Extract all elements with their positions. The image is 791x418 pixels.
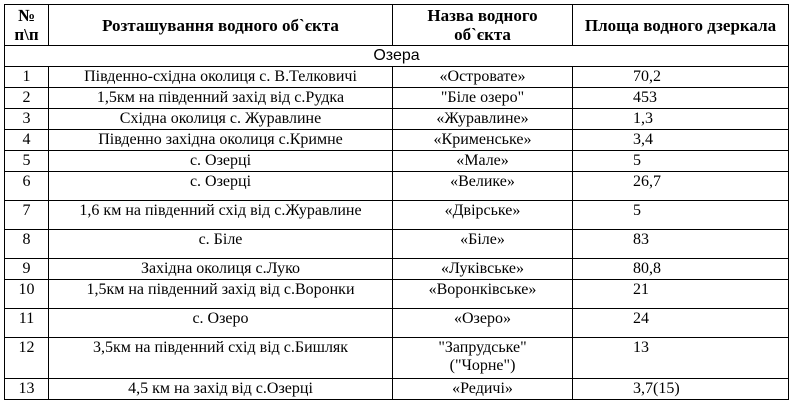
row-name: «Островате» [393,67,573,88]
row-name: "Біле озеро" [393,88,573,109]
row-number: 10 [5,280,49,309]
row-name: «Двірське» [393,201,573,230]
row-number: 9 [5,259,49,280]
row-name [393,338,573,379]
row-area: 5 [573,151,789,172]
row-location: с. Біле [49,230,393,259]
row-location: с. Озерці [49,151,393,172]
header-row [5,5,789,46]
row-number: 5 [5,151,49,172]
row-area: 3,7(15) [573,379,789,400]
row-name: «Велике» [393,172,573,201]
row-location: Південно західна околиця с.Кримне [49,130,393,151]
row-number: 1 [5,67,49,88]
row-area: 1,3 [573,109,789,130]
row-name: «Воронківське» [393,280,573,309]
table-row [5,172,789,201]
row-number: 3 [5,109,49,130]
header-number-line2: п\п [14,25,39,44]
table-row [5,280,789,309]
group-row [5,46,789,67]
lakes-table [4,4,789,400]
table-row [5,309,789,338]
table-row [5,259,789,280]
row-location: с. Озеро [49,309,393,338]
row-name: «Кримeнське» [393,130,573,151]
row-name-line1: "Запрудське" [438,339,527,356]
row-location: 4,5 км на захід від с.Озерці [49,379,393,400]
row-area: 3,4 [573,130,789,151]
row-area: 5 [573,201,789,230]
row-name: «Журавлине» [393,109,573,130]
header-location: Розташування водного об`єкта [49,5,393,46]
row-location: Західна околиця с.Луко [49,259,393,280]
row-number: 7 [5,201,49,230]
row-area: 453 [573,88,789,109]
row-name: «Редичі» [393,379,573,400]
row-location: Східна околиця с. Журавлине [49,109,393,130]
row-location: 1,5км на південний захід від с.Воронки [49,280,393,309]
row-number: 4 [5,130,49,151]
row-location: Південно-східна околиця с. В.Телковичі [49,67,393,88]
table-row [5,151,789,172]
row-location: 1,5км на південний захід від с.Рудка [49,88,393,109]
table-row [5,230,789,259]
row-area: 70,2 [573,67,789,88]
row-name: «Озеро» [393,309,573,338]
row-number: 13 [5,379,49,400]
table-row [5,201,789,230]
row-name: «Луківське» [393,259,573,280]
header-number-line1: № [17,6,36,25]
row-name: «Біле» [393,230,573,259]
row-area: 13 [573,338,789,379]
table-row [5,379,789,400]
table-row [5,67,789,88]
row-area: 83 [573,230,789,259]
row-location: с. Озерці [49,172,393,201]
row-number: 12 [5,338,49,379]
row-location: 1,6 км на південний схід від с.Журавлине [49,201,393,230]
table-row [5,130,789,151]
group-label: Озера [5,46,789,67]
row-number: 2 [5,88,49,109]
row-name-line2: ("Чорне") [449,357,516,374]
table-row [5,88,789,109]
row-number: 11 [5,309,49,338]
row-area: 80,8 [573,259,789,280]
row-location: 3,5км на південний схід від с.Бишляк [49,338,393,379]
row-number: 6 [5,172,49,201]
row-number: 8 [5,230,49,259]
row-area: 26,7 [573,172,789,201]
row-area: 24 [573,309,789,338]
table-row [5,109,789,130]
row-name: «Мале» [393,151,573,172]
header-name: Назва водного об`єкта [393,5,573,46]
row-area: 21 [573,280,789,309]
table-row [5,338,789,379]
header-area: Площа водного дзеркала [573,5,789,46]
header-number [5,5,49,46]
